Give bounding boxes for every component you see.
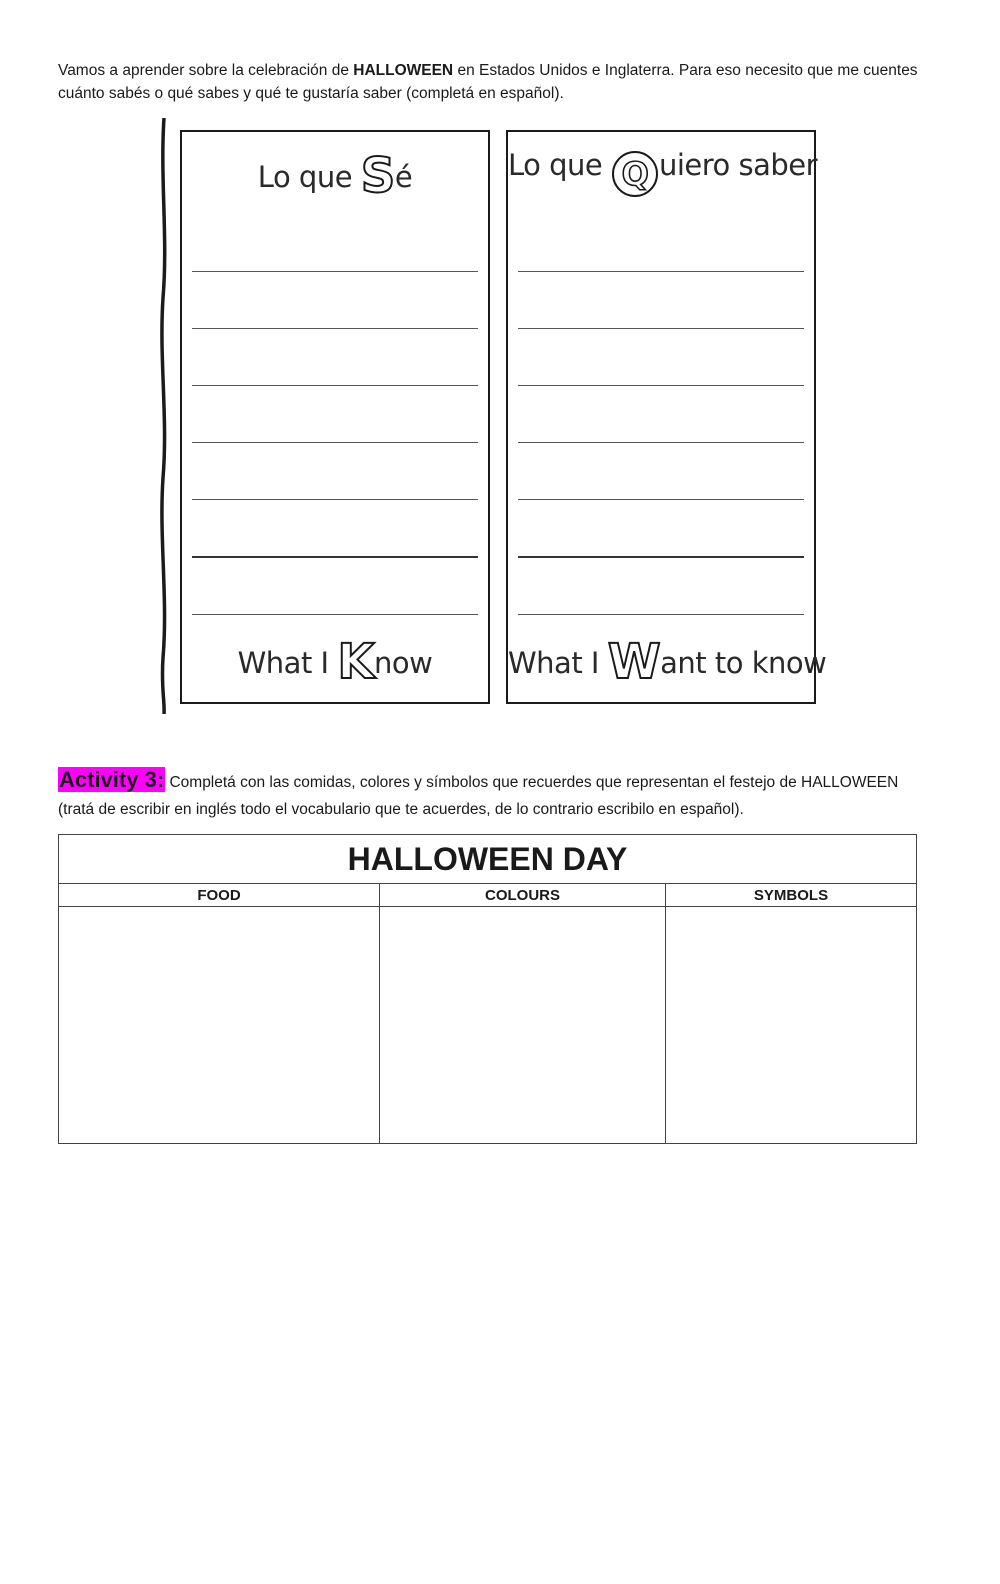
know-writing-lines	[192, 271, 478, 671]
writing-line[interactable]	[518, 271, 804, 272]
activity-label: Activity 3:	[59, 767, 165, 792]
writing-line[interactable]	[518, 442, 804, 443]
writing-line[interactable]	[192, 328, 478, 329]
column-header-food: FOOD	[59, 884, 380, 907]
letter-k-outline: K	[337, 634, 375, 690]
writing-line[interactable]	[518, 499, 804, 500]
want-writing-lines	[518, 271, 804, 671]
letter-s-outline: S	[360, 148, 395, 204]
intro-bold-halloween: HALLOWEEN	[353, 62, 454, 79]
writing-line[interactable]	[518, 328, 804, 329]
intro-text-1: Vamos a aprender sobre la celebración de	[58, 62, 354, 79]
column-header-colours: COLOURS	[380, 884, 666, 907]
colours-answer-cell[interactable]	[380, 907, 666, 1144]
writing-line[interactable]	[192, 614, 478, 615]
want-panel-footer: What I Want to know	[508, 634, 827, 690]
symbols-answer-cell[interactable]	[666, 907, 917, 1144]
know-panel-footer: What I Know	[237, 634, 433, 690]
activity-text: Completá con las comidas, colores y símbolos que recuerdes que representan el festejo de HALLOWEEN (tratá de escribir en inglés todo el vocabulario que te acuerdes, de lo contrario escribilo en español).	[58, 774, 899, 818]
writing-line[interactable]	[192, 271, 478, 272]
intro-text-2: en Estados Unidos e Inglaterra. Para eso necesito que me cuentes cuánto sabés o qué sabes y qué te gustaría saber (completá en español).	[58, 62, 918, 102]
activity-instructions	[58, 766, 938, 823]
letter-q-outline: Q	[612, 151, 658, 197]
want-panel-title: Lo que Q uiero saber	[508, 148, 814, 197]
kwl-know-panel	[180, 130, 490, 704]
halloween-table	[58, 834, 917, 1144]
writing-line[interactable]	[192, 499, 478, 500]
writing-line[interactable]	[518, 385, 804, 386]
food-answer-cell[interactable]	[59, 907, 380, 1144]
writing-line[interactable]	[192, 442, 478, 443]
kwl-wavy-bracket	[156, 118, 170, 714]
column-header-symbols: SYMBOLS	[666, 884, 917, 907]
writing-line[interactable]	[192, 556, 478, 558]
writing-line[interactable]	[518, 556, 804, 558]
kwl-want-panel	[506, 130, 827, 704]
writing-line[interactable]	[518, 614, 804, 615]
intro-paragraph	[58, 59, 938, 105]
writing-line[interactable]	[192, 385, 478, 386]
know-panel-title: Lo que Sé	[257, 148, 413, 204]
table-title: HALLOWEEN DAY	[59, 835, 917, 884]
letter-w-outline: W	[607, 634, 661, 690]
